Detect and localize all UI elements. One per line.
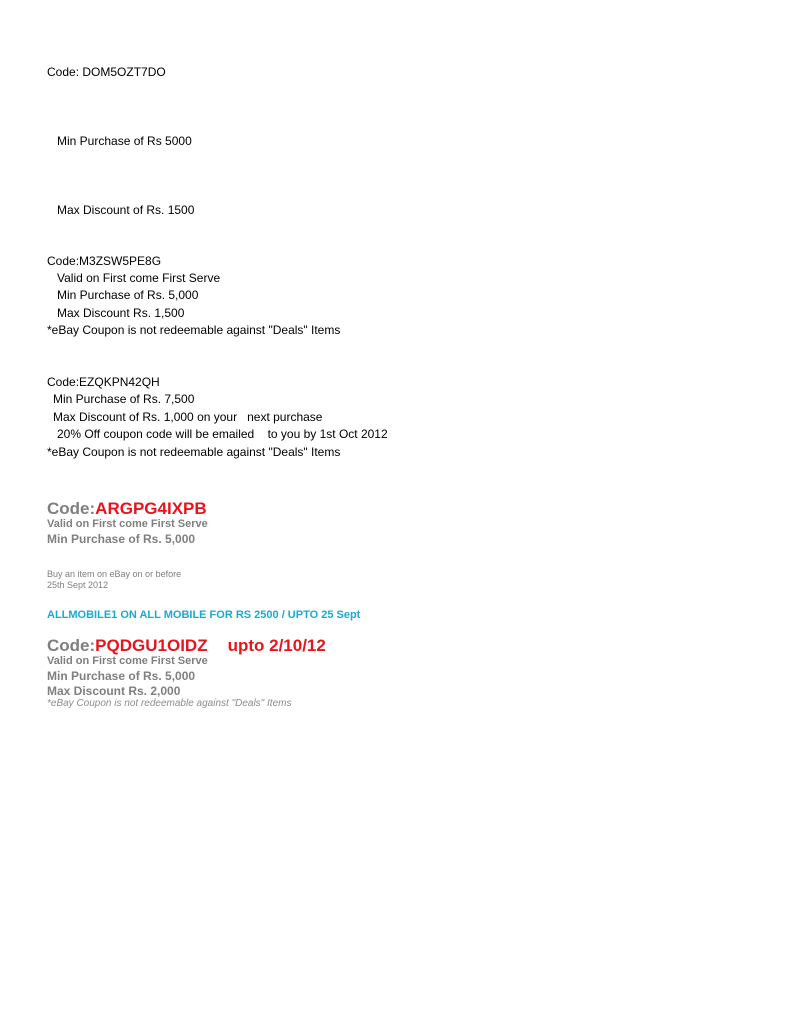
code-value-5: PQDGU1OIDZ xyxy=(95,636,208,655)
upto-date-5: upto 2/10/12 xyxy=(227,636,326,655)
coupon-code-5 xyxy=(47,636,326,656)
min-purchase-2: Min Purchase of Rs. 5,000 xyxy=(57,288,199,302)
deals-note-5: *eBay Coupon is not redeemable against "Deals" Items xyxy=(47,698,292,709)
mobile-offer: ALLMOBILE1 ON ALL MOBILE FOR RS 2500 / UPTO 25 Sept xyxy=(47,609,361,621)
deals-note-2: *eBay Coupon is not redeemable against "Deals" Items xyxy=(47,323,341,337)
buy-note-line-2: 25th Sept 2012 xyxy=(47,580,109,590)
valid-note-2: Valid on First come First Serve xyxy=(57,271,221,285)
min-purchase-1: Min Purchase of Rs 5000 xyxy=(57,134,192,148)
min-purchase-3: Min Purchase of Rs. 7,500 xyxy=(53,392,195,406)
buy-note-line-1: Buy an item on eBay on or before xyxy=(47,569,182,579)
deals-note-3: *eBay Coupon is not redeemable against "Deals" Items xyxy=(47,445,341,459)
coupon-code-1: Code: DOM5OZT7DO xyxy=(47,65,166,79)
coupon-code-4 xyxy=(47,499,207,519)
max-discount-2: Max Discount Rs. 1,500 xyxy=(57,306,185,320)
email-note-3: 20% Off coupon code will be emailed to you by 1st Oct 2012 xyxy=(57,427,388,441)
min-purchase-4: Min Purchase of Rs. 5,000 xyxy=(47,532,196,546)
valid-note-4: Valid on First come First Serve xyxy=(47,518,208,530)
coupon-code-3: Code:EZQKPN42QH xyxy=(47,375,160,389)
code-value-4: ARGPG4IXPB xyxy=(95,499,207,518)
code-prefix-5: Code: xyxy=(47,636,96,655)
max-discount-1: Max Discount of Rs. 1500 xyxy=(57,203,195,217)
coupon-code-2: Code:M3ZSW5PE8G xyxy=(47,254,162,268)
max-discount-5: Max Discount Rs. 2,000 xyxy=(47,684,181,698)
code-prefix-4: Code: xyxy=(47,499,96,518)
valid-note-5: Valid on First come First Serve xyxy=(47,655,208,667)
min-purchase-5: Min Purchase of Rs. 5,000 xyxy=(47,669,196,683)
max-discount-3: Max Discount of Rs. 1,000 on your next purchase xyxy=(53,410,323,424)
